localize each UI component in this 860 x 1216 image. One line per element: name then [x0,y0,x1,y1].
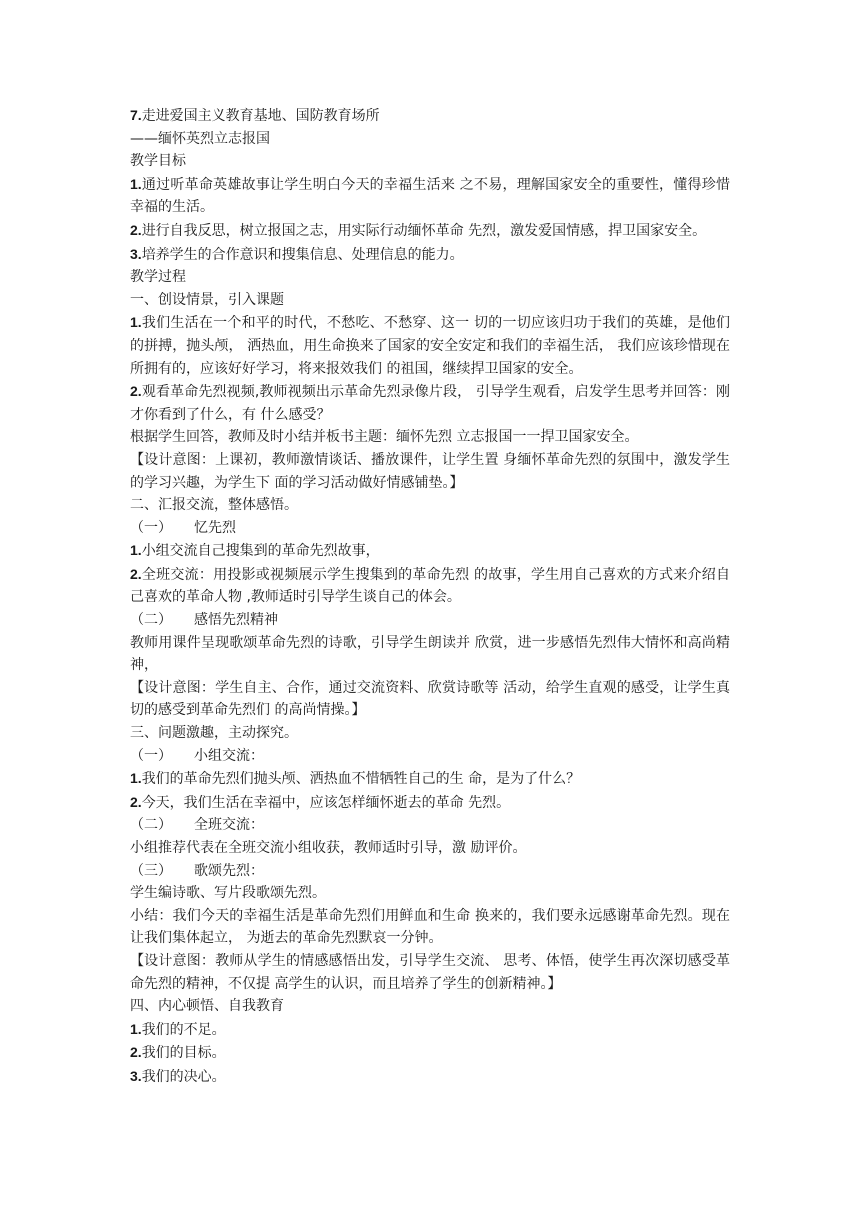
subsection-heading: （一） 小组交流： [130,747,264,764]
design-intent-note: 【设计意图：上课初，教师激情谈话、播放课件，让学生置 身缅怀革命先烈的氛围中，激发学生的学习兴趣，为学生下 面的学习活动做好情感铺垫。】 [130,451,730,491]
list-item: 3.我们的决心。 [130,1067,226,1085]
paragraph: 小组推荐代表在全班交流小组收获，教师适时引导，激 励评价。 [130,840,527,856]
paragraph: 2.今天，我们生活在幸福中，应该怎样缅怀逝去的革命 先烈。 [130,793,511,811]
lesson-title: 7.走进爱国主义教育基地、国防教育场所 [130,107,380,124]
subsection-heading: （二） 全班交流： [130,817,264,834]
design-intent-note: 【设计意图：学生自主、合作，通过交流资料、欣赏诗歌等 活动，给学生直观的感受，让学生真切的感受到革命先烈们 的高尚情操。】 [130,679,730,719]
lesson-subtitle: ——缅怀英烈立志报国 [130,130,270,147]
list-item: 1.我们的不足。 [130,1020,226,1038]
part-heading-1: 一、创设情景，引入课题 [130,291,284,308]
summary-paragraph: 小结：我们今天的幸福生活是革命先烈们用鲜血和生命 换来的，我们要永远感谢革命先烈。现在让我们集体起立， 为逝去的革命先烈默哀一分钟。 [130,907,730,947]
paragraph: 根据学生回答，教师及时小结并板书主题：缅怀先烈 立志报国一一捍卫国家安全。 [130,429,639,446]
goal-item-1: 1.通过听革命英雄故事让学生明白今天的幸福生活来 之不易，理解国家安全的重要性，懂得珍惜幸福的生活。 [130,175,730,216]
section-heading-process: 教学过程 [130,269,186,286]
part-heading-2: 二、汇报交流，整体感悟。 [130,497,298,514]
paragraph: 1.小组交流自己搜集到的革命先烈故事， [130,542,380,560]
subsection-heading: （三） 歌颂先烈： [130,862,264,879]
paragraph: 教师用课件呈现歌颂革命先烈的诗歌，引导学生朗读并 欣赏，进一步感悟先烈伟大情怀和高尚精神， [130,634,730,674]
paragraph: 学生编诗歌、写片段歌颂先烈。 [130,885,326,902]
goal-item-3: 3.培养学生的合作意识和搜集信息、处理信息的能力。 [130,245,464,263]
paragraph: 2.全班交流：用投影或视频展示学生搜集到的革命先烈 的故事，学生用自己喜欢的方式来介绍自己喜欢的革命人物 ,教师适时引导学生谈自己的体会。 [130,565,730,606]
paragraph: 2.观看革命先烈视频,教师视频出示革命先烈录像片段， 引导学生观看，启发学生思考并回答：刚才你看到了什么，有 什么感受？ [130,383,730,423]
paragraph: 1.我们的革命先烈们抛头颅、洒热血不惜牺牲自己的生 命，是为了什么？ [130,770,581,788]
part-heading-3: 三、问题激趣，主动探究。 [130,725,298,742]
design-intent-note: 【设计意图：教师从学生的情感感悟出发，引导学生交流、 思考、体悟，使学生再次深切感受革命先烈的精神，不仅提 高学生的认识，而且培养了学生的创新精神。】 [130,952,730,992]
part-heading-4: 四、内心顿悟、自我教育 [130,998,284,1015]
document-page [130,104,730,1089]
goal-item-2: 2.进行自我反思，树立报国之志，用实际行动缅怀革命 先烈，激发爱国情感，捍卫国家安全。 [130,221,707,239]
paragraph: 1.我们生活在一个和平的时代，不愁吃、不愁穿、这一 切的一切应该归功于我们的英雄，是他们的拼搏，抛头颅， 洒热血，用生命换来了国家的安全安定和我们的幸福生活， 我们应该珍惜现在所拥有的，应该好好学习，将来报效我们 的祖国，继续捍卫国家的安全。 [130,314,730,377]
list-item: 2.我们的目标。 [130,1044,226,1062]
section-heading-goals: 教学目标 [130,153,186,170]
subsection-heading: （二） 感悟先烈精神 [130,612,278,629]
subsection-heading: （一） 忆先烈 [130,519,236,536]
